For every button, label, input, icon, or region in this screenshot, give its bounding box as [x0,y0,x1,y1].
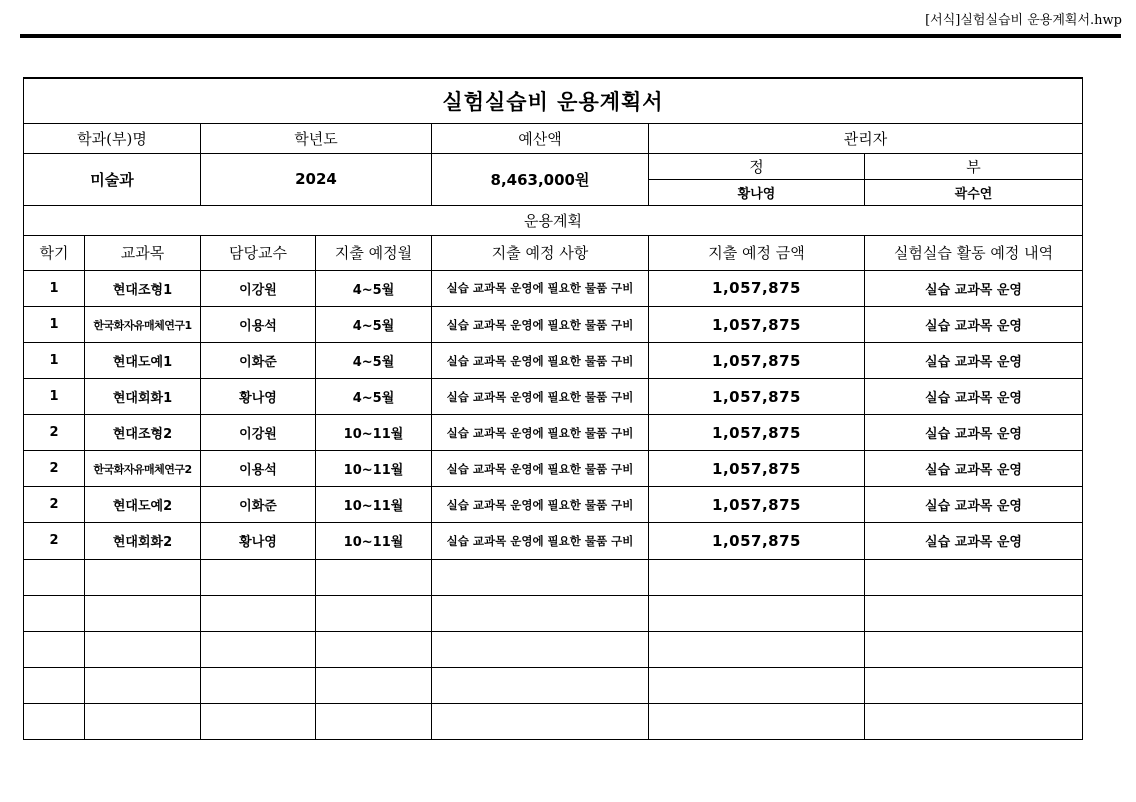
course-cell: 현대조형1 [85,270,201,306]
activity-cell: 실습 교과목 운영 [865,343,1083,379]
course-cell: 한국화자유매체연구1 [85,306,201,342]
summary-value-row [24,153,1083,179]
month-cell: 10~11월 [316,451,432,487]
header-rule [20,34,1121,38]
semester-cell: 2 [24,523,85,559]
month-cell: 4~5월 [316,270,432,306]
semester-cell: 2 [24,415,85,451]
semester-cell: 1 [24,270,85,306]
course-cell: 현대도예1 [85,343,201,379]
semester-cell: 2 [24,451,85,487]
empty-cell [201,703,316,739]
empty-cell [201,595,316,631]
empty-cell [649,667,865,703]
column-header-activity: 실험실습 활동 예정 내역 [865,235,1083,270]
semester-cell: 1 [24,379,85,415]
professor-cell: 이용석 [201,451,316,487]
empty-cell [865,631,1083,667]
empty-cell [865,595,1083,631]
empty-cell [432,631,649,667]
item-cell: 실습 교과목 운영에 필요한 물품 구비 [432,306,649,342]
summary-header-row [24,123,1083,153]
table-row [24,451,1083,487]
empty-cell [316,667,432,703]
budget-value: 8,463,000원 [432,153,649,205]
department-header: 학과(부)명 [24,123,201,153]
table-row [24,343,1083,379]
month-cell: 10~11월 [316,487,432,523]
item-cell: 실습 교과목 운영에 필요한 물품 구비 [432,415,649,451]
month-cell: 4~5월 [316,379,432,415]
course-cell: 한국화자유매체연구2 [85,451,201,487]
course-cell: 현대회화1 [85,379,201,415]
semester-cell: 1 [24,343,85,379]
empty-cell [432,703,649,739]
empty-cell [649,703,865,739]
item-cell: 실습 교과목 운영에 필요한 물품 구비 [432,451,649,487]
manager-header: 관리자 [649,123,1083,153]
column-header-amount: 지출 예정 금액 [649,235,865,270]
activity-cell: 실습 교과목 운영 [865,306,1083,342]
professor-cell: 이화준 [201,343,316,379]
month-cell: 4~5월 [316,306,432,342]
empty-row [24,559,1083,595]
column-header-row [24,235,1083,270]
empty-row [24,595,1083,631]
empty-cell [85,667,201,703]
semester-cell: 2 [24,487,85,523]
empty-cell [85,559,201,595]
file-name: [서식]실험실습비 운용계획서.hwp [925,13,1122,28]
empty-cell [24,631,85,667]
item-cell: 실습 교과목 운영에 필요한 물품 구비 [432,523,649,559]
column-header-professor: 담당교수 [201,235,316,270]
empty-cell [24,559,85,595]
empty-cell [432,595,649,631]
course-cell: 현대조형2 [85,415,201,451]
document-title: 실험실습비 운용계획서 [24,78,1083,123]
table-row [24,306,1083,342]
activity-cell: 실습 교과목 운영 [865,270,1083,306]
course-cell: 현대회화2 [85,523,201,559]
item-cell: 실습 교과목 운영에 필요한 물품 구비 [432,379,649,415]
empty-cell [24,667,85,703]
empty-row [24,667,1083,703]
plan-document-body [24,78,1083,740]
manager-primary-name: 황나영 [649,179,865,205]
item-cell: 실습 교과목 운영에 필요한 물품 구비 [432,270,649,306]
empty-cell [432,667,649,703]
professor-cell: 황나영 [201,523,316,559]
professor-cell: 이용석 [201,306,316,342]
item-cell: 실습 교과목 운영에 필요한 물품 구비 [432,487,649,523]
activity-cell: 실습 교과목 운영 [865,379,1083,415]
year-value: 2024 [201,153,432,205]
empty-cell [865,559,1083,595]
empty-cell [85,631,201,667]
table-row [24,379,1083,415]
empty-cell [649,559,865,595]
empty-cell [432,559,649,595]
amount-cell: 1,057,875 [649,379,865,415]
budget-header: 예산액 [432,123,649,153]
manager-secondary-name: 곽수연 [865,179,1083,205]
table-row [24,487,1083,523]
title-row [24,78,1083,123]
column-header-course: 교과목 [85,235,201,270]
professor-cell: 이강원 [201,415,316,451]
professor-cell: 황나영 [201,379,316,415]
table-row [24,415,1083,451]
table-row [24,270,1083,306]
plan-section-label: 운용계획 [24,205,1083,235]
month-cell: 10~11월 [316,523,432,559]
professor-cell: 이화준 [201,487,316,523]
activity-cell: 실습 교과목 운영 [865,451,1083,487]
empty-cell [201,559,316,595]
table-row [24,523,1083,559]
department-value: 미술과 [24,153,201,205]
empty-cell [865,667,1083,703]
item-cell: 실습 교과목 운영에 필요한 물품 구비 [432,343,649,379]
plan-section-row [24,205,1083,235]
course-cell: 현대도예2 [85,487,201,523]
empty-cell [85,595,201,631]
activity-cell: 실습 교과목 운영 [865,415,1083,451]
amount-cell: 1,057,875 [649,270,865,306]
amount-cell: 1,057,875 [649,487,865,523]
activity-cell: 실습 교과목 운영 [865,487,1083,523]
month-cell: 10~11월 [316,415,432,451]
empty-cell [201,631,316,667]
year-header: 학년도 [201,123,432,153]
manager-secondary-header: 부 [865,153,1083,179]
column-header-item: 지출 예정 사항 [432,235,649,270]
amount-cell: 1,057,875 [649,451,865,487]
activity-cell: 실습 교과목 운영 [865,523,1083,559]
empty-cell [649,595,865,631]
empty-cell [201,667,316,703]
empty-cell [316,559,432,595]
manager-primary-header: 정 [649,153,865,179]
empty-cell [316,631,432,667]
amount-cell: 1,057,875 [649,415,865,451]
plan-document-table [23,77,1083,740]
empty-cell [316,703,432,739]
amount-cell: 1,057,875 [649,523,865,559]
empty-cell [24,595,85,631]
semester-cell: 1 [24,306,85,342]
empty-cell [649,631,865,667]
professor-cell: 이강원 [201,270,316,306]
empty-cell [85,703,201,739]
empty-row [24,703,1083,739]
amount-cell: 1,057,875 [649,306,865,342]
empty-cell [865,703,1083,739]
month-cell: 4~5월 [316,343,432,379]
column-header-semester: 학기 [24,235,85,270]
column-header-month: 지출 예정월 [316,235,432,270]
empty-row [24,631,1083,667]
amount-cell: 1,057,875 [649,343,865,379]
empty-cell [24,703,85,739]
empty-cell [316,595,432,631]
